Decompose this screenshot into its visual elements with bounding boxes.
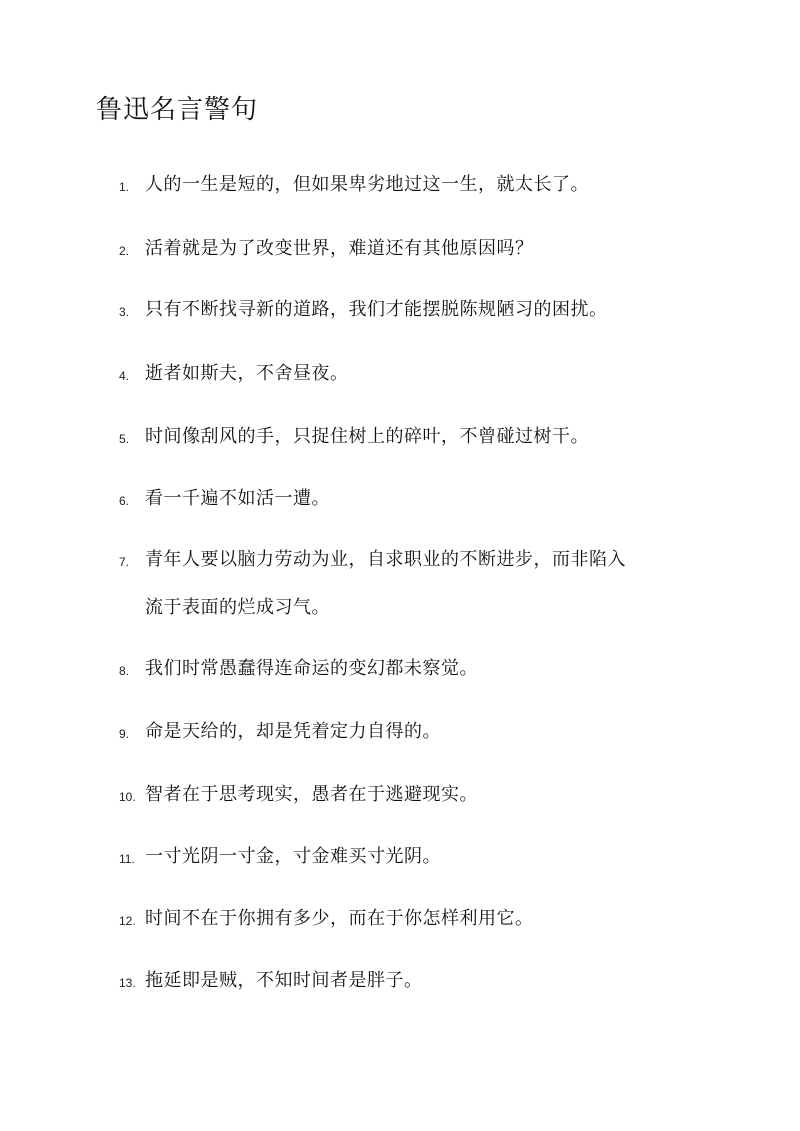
list-item-text: 时间像刮风的手，只捉住树上的碎叶，不曾碰过树干。 <box>145 426 589 447</box>
list-item-number: 11. <box>119 852 135 866</box>
list-item-number: 1. <box>119 180 130 194</box>
list-item-number: 13. <box>119 976 136 990</box>
page-title: 鲁迅名言警句 <box>96 95 259 125</box>
list-item-text: 时间不在于你拥有多少，而在于你怎样利用它。 <box>145 908 534 929</box>
list-item-number: 7. <box>119 555 130 569</box>
list-item-text: 青年人要以脑力劳动为业，自求职业的不断进步，而非陷入 <box>145 549 626 570</box>
list-item-number: 8. <box>119 664 130 678</box>
list-item-number: 2. <box>119 244 130 258</box>
list-item-text: 逝者如斯夫，不舍昼夜。 <box>145 363 349 384</box>
list-item-text: 活着就是为了改变世界，难道还有其他原因吗？ <box>145 238 534 259</box>
list-item-text: 我们时常愚蠢得连命运的变幻都未察觉。 <box>145 658 478 679</box>
list-item-text: 命是天给的，却是凭着定力自得的。 <box>145 721 441 742</box>
list-item-number: 9. <box>119 727 130 741</box>
list-item-number: 5. <box>119 432 130 446</box>
list-item-text: 智者在于思考现实，愚者在于逃避现实。 <box>145 784 478 805</box>
list-item-number: 10. <box>119 790 136 804</box>
list-item-number: 3. <box>119 305 130 319</box>
list-item-text-continued: 流于表面的烂成习气。 <box>145 597 330 618</box>
list-item-text: 看一千遍不如活一遭。 <box>145 488 330 509</box>
list-item-text: 拖延即是贼，不知时间者是胖子。 <box>145 970 423 991</box>
list-item-number: 6. <box>119 494 130 508</box>
list-item-text: 只有不断找寻新的道路，我们才能摆脱陈规陋习的困扰。 <box>145 299 608 320</box>
list-item-text: 人的一生是短的，但如果卑劣地过这一生，就太长了。 <box>145 174 589 195</box>
list-item-number: 4. <box>119 369 130 383</box>
list-item-text: 一寸光阴一寸金，寸金难买寸光阴。 <box>145 846 441 867</box>
list-item-number: 12. <box>119 914 136 928</box>
